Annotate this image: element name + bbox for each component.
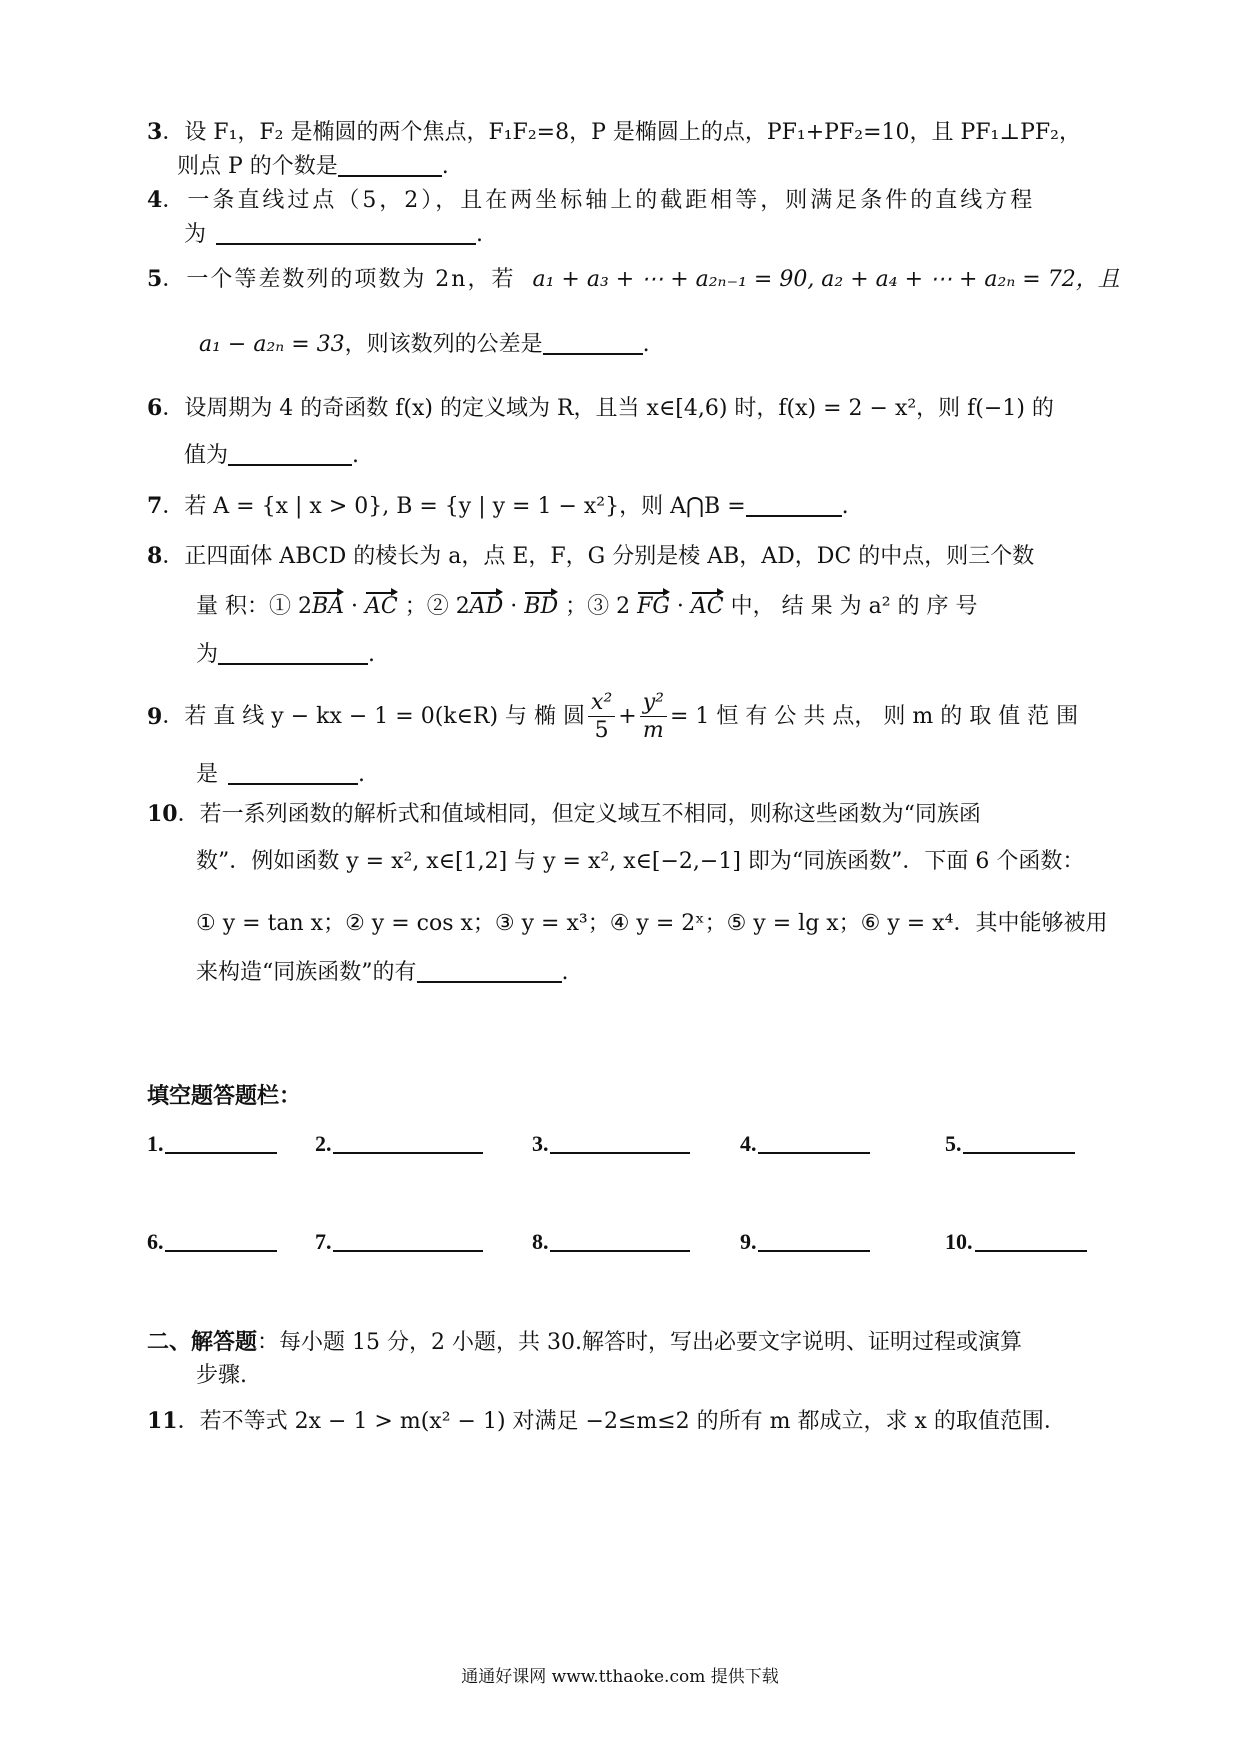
question-text: ．若一系列函数的解析式和值域相同，但定义域互不相同，则称这些函数为“同族函	[177, 802, 981, 827]
answer-label: 3.	[532, 1131, 549, 1156]
question-text: 来构造“同族函数”的有	[196, 960, 417, 985]
answer-line[interactable]	[165, 1250, 277, 1252]
section-2-line-2	[196, 1365, 247, 1387]
question-text: 数”．例如函数 y = x², x∈[1,2] 与 y = x², x∈[−2,−1] 即为“同族函数”．下面 6 个函数：	[196, 849, 1085, 874]
question-10-line-2	[196, 851, 1084, 873]
vector-bd: BD	[524, 594, 559, 619]
answer-label: 4.	[740, 1131, 757, 1156]
question-text: 为	[196, 642, 219, 667]
question-text: ．设 F₁，F₂ 是椭圆的两个焦点，F₁F₂=8，P 是椭圆上的点，PF₁+PF₂=10，且 PF₁⊥PF₂，	[162, 120, 1081, 145]
answer-sheet-title: 填空题答题栏：	[147, 1083, 302, 1109]
section-2-line-1	[147, 1331, 1022, 1354]
answer-label: 8.	[532, 1229, 549, 1254]
question-11-line-1	[147, 1410, 1066, 1433]
answer-blank[interactable]	[216, 243, 476, 245]
question-number: 10	[147, 801, 178, 827]
question-number: 5	[147, 266, 163, 292]
question-3-line-2: 则点 P 的个数是 .	[177, 154, 449, 179]
question-10-line-1	[147, 803, 981, 826]
question-3-line-1	[147, 121, 1081, 144]
answer-blank[interactable]	[228, 783, 358, 785]
question-number: 7	[147, 493, 163, 519]
question-text: = 1 恒 有 公 共 点， 则 m 的 取 值 范 围	[669, 704, 1079, 729]
question-text: ．一条直线过点（5，2），且在两坐标轴上的截距相等，则满足条件的直线方程	[162, 188, 1036, 213]
question-6-line-2: 值为 .	[184, 443, 360, 468]
vector-ad: AD	[469, 594, 504, 619]
answer-line[interactable]	[963, 1152, 1075, 1154]
question-number: 6	[147, 395, 163, 421]
answer-label: 6.	[147, 1229, 164, 1254]
question-4-line-2: 为 .	[184, 222, 484, 247]
question-text: 为	[184, 222, 207, 247]
answer-label: 1.	[147, 1131, 164, 1156]
vector-fg: FG	[637, 594, 670, 619]
answer-line[interactable]	[165, 1152, 277, 1154]
question-8-line-2: 量 积：① 2BA · AC ；② 2AD · BD ；③ 2 FG · AC 中， 结 果 为 a² 的 序 号	[196, 594, 978, 619]
section-text: 步骤.	[196, 1363, 247, 1388]
question-5-line-2: a₁ − a₂ₙ = 33，则该数列的公差是 .	[199, 332, 650, 357]
question-text: ．设周期为 4 的奇函数 f(x) 的定义域为 R，且当 x∈[4,6) 时，f(x) = 2 − x²，则 f(−1) 的	[162, 396, 1054, 421]
page-footer: 通通好课网 www.tthaoke.com 提供下载	[461, 1667, 779, 1687]
question-text: ．一个等差数列的项数为 2n，若	[162, 267, 516, 292]
vector-ba: BA	[311, 594, 345, 619]
answer-blank[interactable]	[218, 663, 368, 665]
answer-line[interactable]	[333, 1250, 483, 1252]
vector-ac: AC	[365, 594, 398, 619]
question-number: 8	[147, 543, 163, 569]
answer-line[interactable]	[975, 1250, 1087, 1252]
question-8-line-3: 为 .	[196, 642, 376, 667]
question-7-line-1: 7．若 A = {x | x > 0}, B = {y | y = 1 − x²}，则 A⋂B = .	[147, 493, 849, 519]
section-text: ：每小题 15 分，2 小题，共 30.解答时，写出必要文字说明、证明过程或演算	[257, 1330, 1022, 1355]
answer-line[interactable]	[333, 1152, 483, 1154]
question-text: ．若 直 线 y − kx − 1 = 0(k∈R) 与 椭 圆	[162, 704, 586, 729]
answer-blank[interactable]	[746, 515, 842, 517]
question-text: 则点 P 的个数是	[177, 154, 338, 179]
question-number: 3	[147, 119, 163, 145]
question-8-line-1	[147, 545, 1034, 568]
question-formula: a₁ − a₂ₙ = 33	[199, 332, 345, 357]
question-text: ．若不等式 2x − 1 > m(x² − 1) 对满足 −2≤m≤2 的所有 m 都成立，求 x 的取值范围．	[177, 1409, 1066, 1434]
question-number: 11	[147, 1408, 178, 1434]
question-4-line-1	[147, 189, 1035, 212]
question-10-line-4: 来构造“同族函数”的有 .	[196, 960, 569, 985]
question-9-line-1: 9 ．若 直 线 y − kx − 1 = 0(k∈R) 与 椭 圆 $\frac{\text{x²}}{5}$ + $\frac{\text{y²}}{m}$ = 1 恒 有 公 共 点， 则 m 的 取 值 范 围	[147, 690, 1079, 743]
answer-label: 2.	[315, 1131, 332, 1156]
question-text: ．正四面体 ABCD 的棱长为 a，点 E，F，G 分别是棱 AB，AD，DC 的中点，则三个数	[162, 544, 1035, 569]
question-text: ，则该数列的公差是	[344, 332, 543, 357]
section-heading: 二、解答题	[147, 1329, 258, 1355]
answer-line[interactable]	[758, 1152, 870, 1154]
answer-blank[interactable]	[417, 981, 562, 983]
question-text: 值为	[184, 443, 229, 468]
fraction: $\frac{\text{x²}}{5}$	[588, 692, 615, 742]
answer-label: 7.	[315, 1229, 332, 1254]
question-formula: a₁ + a₃ + ⋯ + a₂ₙ₋₁ = 90, a₂ + a₄ + ⋯ + a₂ₙ = 72，且	[532, 267, 1120, 292]
answer-line[interactable]	[550, 1250, 690, 1252]
answer-line[interactable]	[550, 1152, 690, 1154]
answer-blank[interactable]	[338, 175, 442, 177]
question-text: 是	[196, 762, 219, 787]
answer-blank[interactable]	[543, 353, 643, 355]
vector-ac: AC	[690, 594, 724, 619]
question-10-line-3	[196, 913, 1107, 935]
question-text: ① y = tan x；② y = cos x；③ y = x³；④ y = 2ˣ；⑤ y = lg x；⑥ y = x⁴．其中能够被用	[196, 911, 1108, 936]
question-9-line-2: 是 .	[196, 762, 366, 787]
question-6-line-1	[147, 397, 1054, 420]
question-text: ．若 A = {x | x > 0}, B = {y | y = 1 − x²}，则 A⋂B =	[162, 494, 746, 519]
question-5-line-1	[147, 268, 1120, 291]
answer-label: 10.	[945, 1229, 973, 1254]
question-number: 9	[147, 704, 163, 730]
answer-label: 9.	[740, 1229, 757, 1254]
fraction: $\frac{\text{y²}}{m}$	[640, 692, 667, 742]
answer-label: 5.	[945, 1131, 962, 1156]
answer-line[interactable]	[758, 1250, 870, 1252]
question-number: 4	[147, 187, 163, 213]
answer-blank[interactable]	[228, 464, 352, 466]
